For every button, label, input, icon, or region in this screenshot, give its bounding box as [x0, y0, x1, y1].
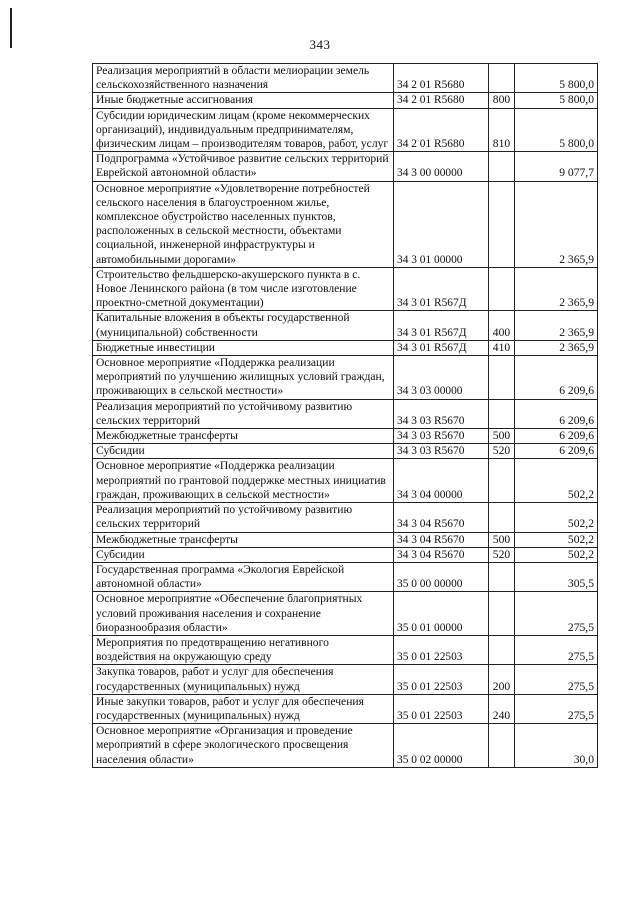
row-sum-cell: 2 365,9 — [515, 311, 598, 340]
row-code-cell: 34 3 03 R5670 — [394, 429, 489, 444]
row-expense-type-cell — [489, 356, 515, 400]
row-expense-type-cell — [489, 64, 515, 93]
row-sum-cell: 275,5 — [515, 592, 598, 636]
row-code-cell: 34 3 04 00000 — [394, 459, 489, 503]
row-expense-type-cell — [489, 635, 515, 664]
row-code-cell: 34 3 01 R567Д — [394, 340, 489, 355]
row-name-cell: Основное мероприятие «Обеспечение благоприятных условий проживания населения и сохранение биоразнообразия области» — [93, 592, 394, 636]
row-expense-type-cell — [489, 399, 515, 428]
row-expense-type-cell — [489, 459, 515, 503]
table-row — [93, 444, 598, 459]
row-sum-cell: 5 800,0 — [515, 93, 598, 108]
row-sum-cell: 2 365,9 — [515, 340, 598, 355]
row-name-cell: Субсидии юридическим лицам (кроме некоммерческих организаций), индивидуальным предпринимателям, физическим лицам – производителям товаров, работ, услуг — [93, 108, 394, 152]
row-sum-cell: 502,2 — [515, 532, 598, 547]
row-code-cell: 35 0 01 22503 — [394, 665, 489, 694]
table-row — [93, 356, 598, 400]
table-row — [93, 635, 598, 664]
row-name-cell: Реализация мероприятий по устойчивому развитию сельских территорий — [93, 399, 394, 428]
table-row — [93, 665, 598, 694]
row-sum-cell: 9 077,7 — [515, 152, 598, 181]
row-name-cell: Государственная программа «Экология Еврейской автономной области» — [93, 562, 394, 591]
row-name-cell: Основное мероприятие «Поддержка реализации мероприятий по грантовой поддержке местных инициатив граждан, проживающих в сельской местности» — [93, 459, 394, 503]
table-row — [93, 108, 598, 152]
table-row — [93, 547, 598, 562]
row-name-cell: Межбюджетные трансферты — [93, 429, 394, 444]
row-name-cell: Закупка товаров, работ и услуг для обеспечения государственных (муниципальных) нужд — [93, 665, 394, 694]
row-name-cell: Бюджетные инвестиции — [93, 340, 394, 355]
row-code-cell: 34 3 03 R5670 — [394, 444, 489, 459]
row-expense-type-cell: 200 — [489, 665, 515, 694]
row-name-cell: Мероприятия по предотвращению негативного воздействия на окружающую среду — [93, 635, 394, 664]
row-name-cell: Основное мероприятие «Поддержка реализации мероприятий по улучшению жилищных условий граждан, проживающих в сельской местности» — [93, 356, 394, 400]
row-name-cell: Реализация мероприятий в области мелиорации земель сельскохозяйственного назначения — [93, 64, 394, 93]
row-name-cell: Подпрограмма «Устойчивое развитие сельских территорий Еврейской автономной области» — [93, 152, 394, 181]
table-row — [93, 592, 598, 636]
row-name-cell: Капитальные вложения в объекты государственной (муниципальной) собственности — [93, 311, 394, 340]
row-expense-type-cell — [489, 152, 515, 181]
table-row — [93, 311, 598, 340]
row-code-cell: 35 0 00 00000 — [394, 562, 489, 591]
row-sum-cell: 275,5 — [515, 694, 598, 723]
row-sum-cell: 275,5 — [515, 635, 598, 664]
row-code-cell: 35 0 01 22503 — [394, 635, 489, 664]
row-sum-cell: 6 209,6 — [515, 444, 598, 459]
table-row — [93, 340, 598, 355]
table-row — [93, 267, 598, 311]
row-code-cell: 34 3 01 R567Д — [394, 311, 489, 340]
row-sum-cell: 30,0 — [515, 724, 598, 768]
row-sum-cell: 502,2 — [515, 547, 598, 562]
row-sum-cell: 6 209,6 — [515, 399, 598, 428]
row-code-cell: 34 3 03 R5670 — [394, 399, 489, 428]
table-row — [93, 181, 598, 267]
row-code-cell: 35 0 01 22503 — [394, 694, 489, 723]
budget-table-body — [93, 64, 598, 768]
row-code-cell: 34 3 00 00000 — [394, 152, 489, 181]
table-row — [93, 429, 598, 444]
row-expense-type-cell: 500 — [489, 429, 515, 444]
budget-table — [92, 63, 598, 768]
row-expense-type-cell: 500 — [489, 532, 515, 547]
row-expense-type-cell: 400 — [489, 311, 515, 340]
row-sum-cell: 502,2 — [515, 459, 598, 503]
row-expense-type-cell — [489, 724, 515, 768]
row-code-cell: 34 3 03 00000 — [394, 356, 489, 400]
row-sum-cell: 6 209,6 — [515, 356, 598, 400]
row-name-cell: Межбюджетные трансферты — [93, 532, 394, 547]
table-row — [93, 152, 598, 181]
row-name-cell: Основное мероприятие «Удовлетворение потребностей сельского населения в благоустроенном жилье, комплексное обустройство населенных пунктов, расположенных в сельской местности, объектами социальной, инженерной инфраструктуры и автомобильными дорогами» — [93, 181, 394, 267]
row-sum-cell: 2 365,9 — [515, 181, 598, 267]
row-code-cell: 34 2 01 R5680 — [394, 93, 489, 108]
table-row — [93, 399, 598, 428]
row-expense-type-cell: 410 — [489, 340, 515, 355]
row-expense-type-cell — [489, 503, 515, 532]
row-name-cell: Строительство фельдшерско-акушерского пункта в с. Новое Ленинского района (в том числе изготовление проектно-сметной документации) — [93, 267, 394, 311]
row-code-cell: 34 3 04 R5670 — [394, 532, 489, 547]
table-row — [93, 532, 598, 547]
row-sum-cell: 5 800,0 — [515, 64, 598, 93]
row-name-cell: Иные закупки товаров, работ и услуг для обеспечения государственных (муниципальных) нужд — [93, 694, 394, 723]
row-code-cell: 34 3 01 00000 — [394, 181, 489, 267]
row-code-cell: 34 3 01 R567Д — [394, 267, 489, 311]
table-row — [93, 562, 598, 591]
table-row — [93, 503, 598, 532]
page-number: 343 — [309, 37, 331, 52]
row-code-cell: 35 0 01 00000 — [394, 592, 489, 636]
row-expense-type-cell — [489, 592, 515, 636]
row-name-cell: Субсидии — [93, 547, 394, 562]
row-name-cell: Основное мероприятие «Организация и проведение мероприятий в сфере экологического просвещения населения области» — [93, 724, 394, 768]
row-expense-type-cell: 520 — [489, 444, 515, 459]
row-sum-cell: 275,5 — [515, 665, 598, 694]
row-expense-type-cell: 810 — [489, 108, 515, 152]
row-code-cell: 34 3 04 R5670 — [394, 547, 489, 562]
row-expense-type-cell: 240 — [489, 694, 515, 723]
row-expense-type-cell — [489, 181, 515, 267]
table-row — [93, 694, 598, 723]
row-sum-cell: 305,5 — [515, 562, 598, 591]
row-name-cell: Субсидии — [93, 444, 394, 459]
row-expense-type-cell: 800 — [489, 93, 515, 108]
table-row — [93, 459, 598, 503]
row-expense-type-cell — [489, 562, 515, 591]
row-code-cell: 34 2 01 R5680 — [394, 64, 489, 93]
row-code-cell: 35 0 02 00000 — [394, 724, 489, 768]
row-expense-type-cell — [489, 267, 515, 311]
row-sum-cell: 502,2 — [515, 503, 598, 532]
row-code-cell: 34 2 01 R5680 — [394, 108, 489, 152]
row-name-cell: Иные бюджетные ассигнования — [93, 93, 394, 108]
row-name-cell: Реализация мероприятий по устойчивому развитию сельских территорий — [93, 503, 394, 532]
table-row — [93, 93, 598, 108]
row-sum-cell: 2 365,9 — [515, 267, 598, 311]
table-row — [93, 64, 598, 93]
row-code-cell: 34 3 04 R5670 — [394, 503, 489, 532]
row-expense-type-cell: 520 — [489, 547, 515, 562]
row-sum-cell: 5 800,0 — [515, 108, 598, 152]
row-sum-cell: 6 209,6 — [515, 429, 598, 444]
table-row — [93, 724, 598, 768]
